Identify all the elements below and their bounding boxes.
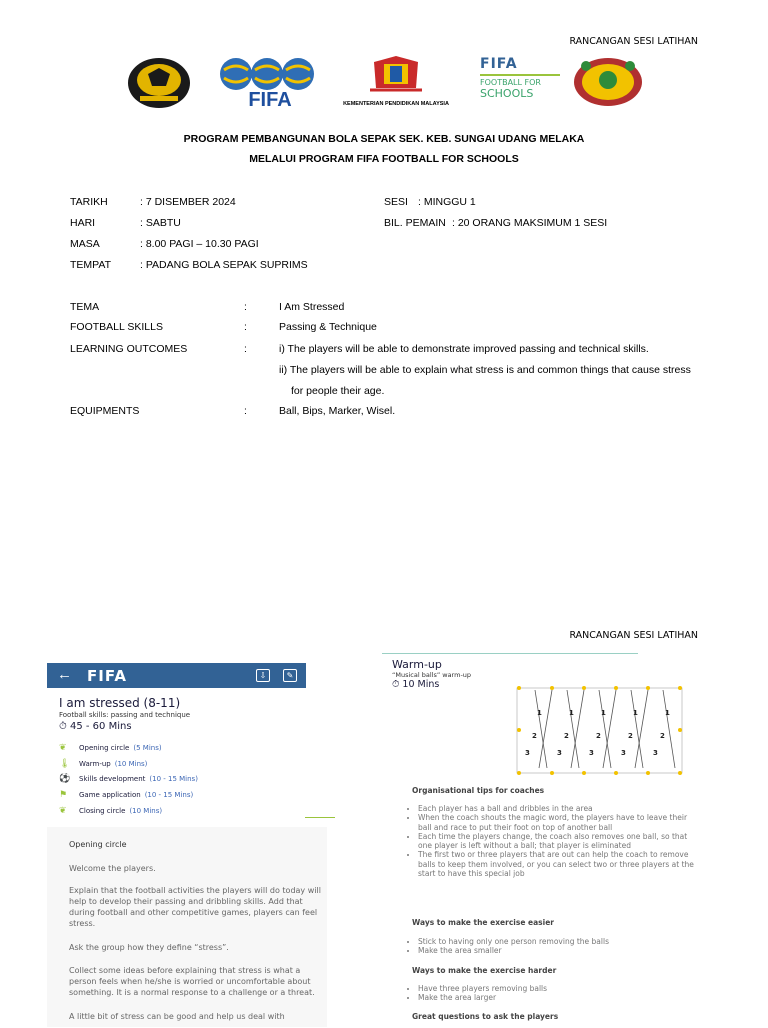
sesi-value: : MINGGU 1	[418, 196, 476, 208]
football-icon: ⚽	[59, 774, 71, 784]
skills-value: Passing & Technique	[279, 321, 377, 333]
ffs-line2: SCHOOLS	[480, 87, 534, 100]
session-subtitle: Football skills: passing and technique	[59, 711, 191, 719]
fifa-wordmark: FIFA	[248, 89, 292, 111]
list-item: • Make the area larger	[418, 993, 694, 1002]
tips-list	[404, 804, 694, 878]
svg-text:3: 3	[557, 749, 562, 757]
list-item: • Each time the players change, the coach also removes one ball, so that one player is left without a ball; that player is eliminated	[418, 832, 694, 851]
menu-duration: (10 Mins)	[114, 760, 148, 768]
svg-text:1: 1	[601, 709, 606, 717]
opening-circle-panel	[47, 827, 327, 1027]
opening-paragraph: Welcome the players.	[69, 864, 156, 873]
menu-label: Opening circle	[79, 744, 130, 752]
pemain-label: BIL. PEMAIN	[384, 217, 446, 229]
opening-paragraph: Ask the group how they define “stress”.	[69, 943, 229, 952]
svg-text:2: 2	[532, 732, 537, 740]
colon: :	[244, 321, 247, 333]
kpm-label: KEMENTERIAN PENDIDIKAN MALAYSIA	[343, 101, 449, 107]
leaf-icon: ❦	[59, 743, 67, 753]
masa-label: MASA	[70, 238, 100, 250]
ffs-line1: FOOTBALL FOR	[480, 78, 541, 87]
svg-text:3: 3	[621, 749, 626, 757]
tema-value: I Am Stressed	[279, 301, 345, 313]
session-duration: ⏱ 45 - 60 Mins	[59, 721, 132, 732]
skills-label: FOOTBALL SKILLS	[70, 321, 163, 333]
warm-up-subtitle: “Musical balls” warm-up	[392, 671, 472, 679]
fifa-logo	[216, 54, 320, 110]
logo-strip	[120, 52, 660, 112]
header-label: RANCANGAN SESI LATIHAN	[569, 36, 698, 47]
opening-heading: Opening circle	[69, 840, 127, 849]
easier-list	[404, 937, 694, 956]
menu-label: Skills development	[79, 775, 146, 783]
back-arrow-icon[interactable]: ←	[57, 666, 72, 683]
colon: :	[244, 301, 247, 313]
players-icon: ⚑	[59, 790, 68, 800]
hari-value: : SABTU	[140, 217, 181, 229]
menu-item-closing-circle[interactable]	[59, 806, 162, 816]
list-item: • Stick to having only one person removing the balls	[418, 937, 694, 946]
opening-paragraph: A little bit of stress can be good and help us deal with	[69, 1012, 285, 1021]
colon: :	[244, 405, 247, 417]
session-title: I am stressed (8-11)	[59, 696, 181, 710]
svg-text:2: 2	[660, 732, 665, 740]
svg-text:2: 2	[564, 732, 569, 740]
menu-duration: (10 - 15 Mins)	[149, 775, 198, 783]
menu-label: Closing circle	[79, 807, 126, 815]
football-for-schools-logo	[480, 56, 564, 108]
tarikh-value: : 7 DISEMBER 2024	[140, 196, 236, 208]
tips-heading: Organisational tips for coaches	[412, 786, 545, 795]
outcomes-label: LEARNING OUTCOMES	[70, 343, 188, 355]
outcome-2-cont: for people their age.	[291, 385, 385, 397]
thermometer-icon: 🌡	[59, 759, 71, 769]
colon: :	[244, 343, 247, 355]
list-item: • Have three players removing balls	[418, 984, 694, 993]
ffs-fifa-text: FIFA	[480, 56, 518, 72]
svg-text:3: 3	[525, 749, 530, 757]
download-icon[interactable]: ⇩	[256, 669, 270, 682]
svg-text:1: 1	[665, 709, 670, 717]
opening-paragraph: Explain that the football activities the players will do today will help to develop their passing and dribbling skills. Add that during football and other competitive games, players can feel stress.	[69, 886, 321, 928]
hari-label: HARI	[70, 217, 96, 229]
menu-duration: (5 Mins)	[133, 744, 162, 752]
menu-item-opening-circle[interactable]	[59, 743, 162, 753]
harder-heading: Ways to make the exercise harder	[412, 966, 557, 975]
warm-up-diagram	[507, 680, 692, 780]
ffs-divider	[480, 74, 560, 76]
equip-value: Ball, Bips, Marker, Wisel.	[279, 405, 396, 417]
divider	[305, 817, 335, 818]
edit-icon[interactable]: ✎	[283, 669, 297, 682]
list-item: • Each player has a ball and dribbles in the area	[418, 804, 694, 813]
pemain-value: : 20 ORANG MAKSIMUM 1 SESI	[452, 217, 608, 229]
menu-label: Warm-up	[79, 760, 111, 768]
outcome-1: i) The players will be able to demonstrate improved passing and technical skills.	[279, 343, 649, 355]
svg-text:1: 1	[537, 709, 542, 717]
menu-item-game-application[interactable]	[59, 790, 193, 800]
menu-item-warm-up[interactable]	[59, 759, 147, 769]
sesi-label: SESI	[384, 196, 408, 208]
list-item: • Make the area smaller	[418, 946, 694, 955]
svg-text:2: 2	[596, 732, 601, 740]
fam-crest-logo	[126, 56, 192, 110]
list-item: • The first two or three players that are out can help the coach to remove balls to keep them involved, or you can select two or three players at the start to have this special job	[418, 850, 694, 878]
masa-value: : 8.00 PAGI – 10.30 PAGI	[140, 238, 259, 250]
menu-item-skills-development[interactable]	[59, 774, 198, 784]
tempat-value: : PADANG BOLA SEPAK SUPRIMS	[140, 259, 308, 271]
tema-label: TEMA	[70, 301, 100, 313]
kpm-logo	[326, 54, 466, 110]
harder-list	[404, 984, 694, 1003]
warm-up-title: Warm-up	[392, 658, 442, 671]
app-bar	[47, 663, 306, 688]
list-item: • When the coach shouts the magic word, the players have to leave their ball and race to put their foot on top of another ball	[418, 813, 694, 832]
opening-paragraph: Collect some ideas before explaining that stress is what a person feels when he/she is worried or uncomfortable about something. It is a normal response to a challenge or a threat.	[69, 966, 315, 997]
outcome-2: ii) The players will be able to explain what stress is and common things that cause stress	[279, 364, 691, 376]
svg-text:1: 1	[633, 709, 638, 717]
svg-text:3: 3	[653, 749, 658, 757]
tempat-label: TEMPAT	[70, 259, 112, 271]
svg-text:2: 2	[628, 732, 633, 740]
menu-duration: (10 - 15 Mins)	[144, 791, 194, 799]
fifa-app-logo: FIFA	[87, 667, 127, 685]
warm-up-duration: ⏱ 10 Mins	[392, 679, 440, 690]
svg-text:1: 1	[569, 709, 574, 717]
program-subtitle: MELALUI PROGRAM FIFA FOOTBALL FOR SCHOOLS	[249, 153, 519, 165]
equip-label: EQUIPMENTS	[70, 405, 140, 417]
school-crest-logo	[572, 56, 644, 108]
program-title: PROGRAM PEMBANGUNAN BOLA SEPAK SEK. KEB. SUNGAI UDANG MELAKA	[183, 133, 585, 145]
easier-heading: Ways to make the exercise easier	[412, 918, 554, 927]
menu-duration: (10 Mins)	[129, 807, 163, 815]
leaf-icon: ❦	[59, 806, 67, 816]
header-label: RANCANGAN SESI LATIHAN	[569, 630, 698, 641]
menu-label: Game application	[79, 791, 141, 799]
divider	[382, 653, 638, 654]
warm-up-panel	[382, 648, 702, 1028]
app-screenshot	[47, 663, 307, 823]
tarikh-label: TARIKH	[70, 196, 108, 208]
questions-heading: Great questions to ask the players	[412, 1012, 559, 1021]
svg-text:3: 3	[589, 749, 594, 757]
